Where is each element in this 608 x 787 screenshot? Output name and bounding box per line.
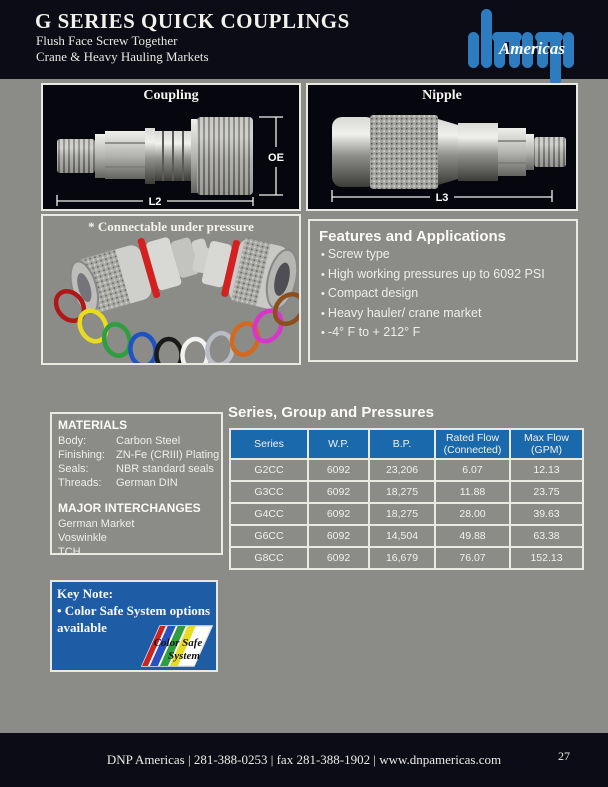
- footer-contact: DNP Americas | 281-388-0253 | fax 281-388-1902 | www.dnpamericas.com: [106, 752, 502, 767]
- table-cell: 6092: [308, 525, 369, 547]
- nipple-panel: [306, 83, 578, 211]
- material-label: Finishing:: [58, 449, 106, 461]
- table-cell: G3CC: [230, 481, 308, 503]
- spacer: [58, 490, 221, 501]
- material-value: ZN-Fe (CRIII) Plating: [116, 449, 220, 461]
- material-label: Body:: [58, 435, 87, 447]
- oe-label: OE: [268, 152, 284, 164]
- material-row: [58, 476, 221, 490]
- interchanges-list: [58, 517, 221, 559]
- materials-rows: [58, 434, 221, 490]
- material-value: NBR standard seals: [116, 463, 214, 475]
- logo-region-text: Americas: [498, 39, 566, 58]
- coupling-illustration: [43, 105, 299, 209]
- dnp-logo: [464, 4, 600, 90]
- feature-item: • -4° F to + 212° F: [321, 325, 570, 339]
- interchanges-title: MAJOR INTERCHANGES: [58, 501, 201, 515]
- table-cell: 63.38: [510, 525, 583, 547]
- interchange-item: Voswinkle: [58, 532, 107, 544]
- column-header-line: B.P.: [392, 438, 412, 450]
- pressure-table-body: [230, 459, 583, 569]
- material-row: [58, 462, 221, 476]
- features-list: [310, 247, 576, 339]
- table-cell: 6092: [308, 459, 369, 481]
- column-header-line: Series: [254, 438, 284, 450]
- table-cell: G2CC: [230, 459, 308, 481]
- pressure-table-title: Series, Group and Pressures: [228, 404, 434, 421]
- column-header: [230, 429, 308, 459]
- color-ring: [128, 332, 158, 363]
- page-footer: [0, 733, 608, 787]
- interchange-item: TCH: [58, 546, 81, 558]
- nipple-title: Nipple: [422, 88, 462, 103]
- feature-item: • Compact design: [321, 286, 570, 300]
- l2-label: L2: [148, 196, 162, 208]
- table-cell: 6.07: [435, 459, 510, 481]
- material-value: German DIN: [116, 477, 178, 489]
- connectable-panel: [41, 214, 301, 365]
- key-note-bullet: • Color Safe System options available: [57, 603, 211, 635]
- nipple-illustration: [308, 105, 576, 209]
- color-safe-system-logo: [126, 624, 214, 668]
- page-subtitle-2: Crane & Heavy Hauling Markets: [36, 49, 209, 64]
- material-value: Carbon Steel: [116, 435, 181, 447]
- table-cell: 18,275: [369, 481, 435, 503]
- table-row: [230, 481, 583, 503]
- column-header-line: W.P.: [328, 438, 349, 450]
- table-cell: 12.13: [510, 459, 583, 481]
- pressure-table: [229, 428, 584, 570]
- l3-label: L3: [435, 192, 449, 204]
- table-cell: 14,504: [369, 525, 435, 547]
- table-cell: 49.88: [435, 525, 510, 547]
- feature-item: • High working pressures up to 6092 PSI: [321, 267, 570, 281]
- connectable-illustration: [43, 216, 299, 363]
- key-note-panel: [50, 580, 218, 672]
- color-safe-text-2: System: [168, 650, 200, 662]
- interchange-item: German Market: [58, 518, 135, 530]
- table-row: [230, 525, 583, 547]
- key-note-title: Key Note:: [57, 586, 113, 601]
- table-cell: 16,679: [369, 547, 435, 569]
- column-header: [510, 429, 583, 459]
- color-safe-text-1: Color Safe: [153, 637, 203, 649]
- coupling-panel: [41, 83, 301, 211]
- column-header: [435, 429, 510, 459]
- table-cell: 23.75: [510, 481, 583, 503]
- features-title: Features and Applications: [319, 228, 506, 245]
- material-row: [58, 448, 221, 462]
- material-label: Threads:: [58, 477, 102, 489]
- table-cell: 152.13: [510, 547, 583, 569]
- table-cell: 76.07: [435, 547, 510, 569]
- column-header-line: Rated Flow: [445, 432, 500, 444]
- features-panel: [308, 219, 578, 362]
- column-header: [308, 429, 369, 459]
- pressure-table-header-row: [230, 429, 583, 459]
- table-cell: 39.63: [510, 503, 583, 525]
- page-number: 27: [558, 749, 570, 763]
- nipple-body: [332, 115, 566, 189]
- table-row: [230, 503, 583, 525]
- table-cell: 18,275: [369, 503, 435, 525]
- column-header-line: (Connected): [443, 444, 502, 456]
- table-cell: 6092: [308, 481, 369, 503]
- table-row: [230, 547, 583, 569]
- table-row: [230, 459, 583, 481]
- color-ring: [249, 306, 286, 346]
- column-header: [369, 429, 435, 459]
- table-cell: G8CC: [230, 547, 308, 569]
- feature-item: • Heavy hauler/ crane market: [321, 306, 570, 320]
- feature-item: • Screw type: [321, 247, 570, 261]
- material-row: [58, 434, 221, 448]
- table-cell: 6092: [308, 503, 369, 525]
- material-label: Seals:: [58, 463, 89, 475]
- table-cell: 23,206: [369, 459, 435, 481]
- connectable-title: * Connectable under pressure: [88, 219, 254, 234]
- page-title: G SERIES QUICK COUPLINGS: [35, 9, 350, 33]
- materials-panel: [50, 412, 223, 558]
- coupling-title: Coupling: [143, 88, 199, 103]
- coupling-body: [57, 117, 253, 195]
- column-header-line: Max Flow: [524, 432, 569, 444]
- table-cell: 6092: [308, 547, 369, 569]
- column-header-line: (GPM): [531, 444, 562, 456]
- materials-title: MATERIALS: [58, 418, 128, 432]
- color-ring: [181, 338, 208, 363]
- table-cell: G6CC: [230, 525, 308, 547]
- color-ring: [156, 339, 182, 363]
- page-subtitle-1: Flush Face Screw Together: [36, 33, 178, 48]
- page-header: [0, 0, 608, 79]
- table-cell: 28.00: [435, 503, 510, 525]
- table-cell: G4CC: [230, 503, 308, 525]
- table-cell: 11.88: [435, 481, 510, 503]
- dnp-logo-icon: [464, 4, 600, 90]
